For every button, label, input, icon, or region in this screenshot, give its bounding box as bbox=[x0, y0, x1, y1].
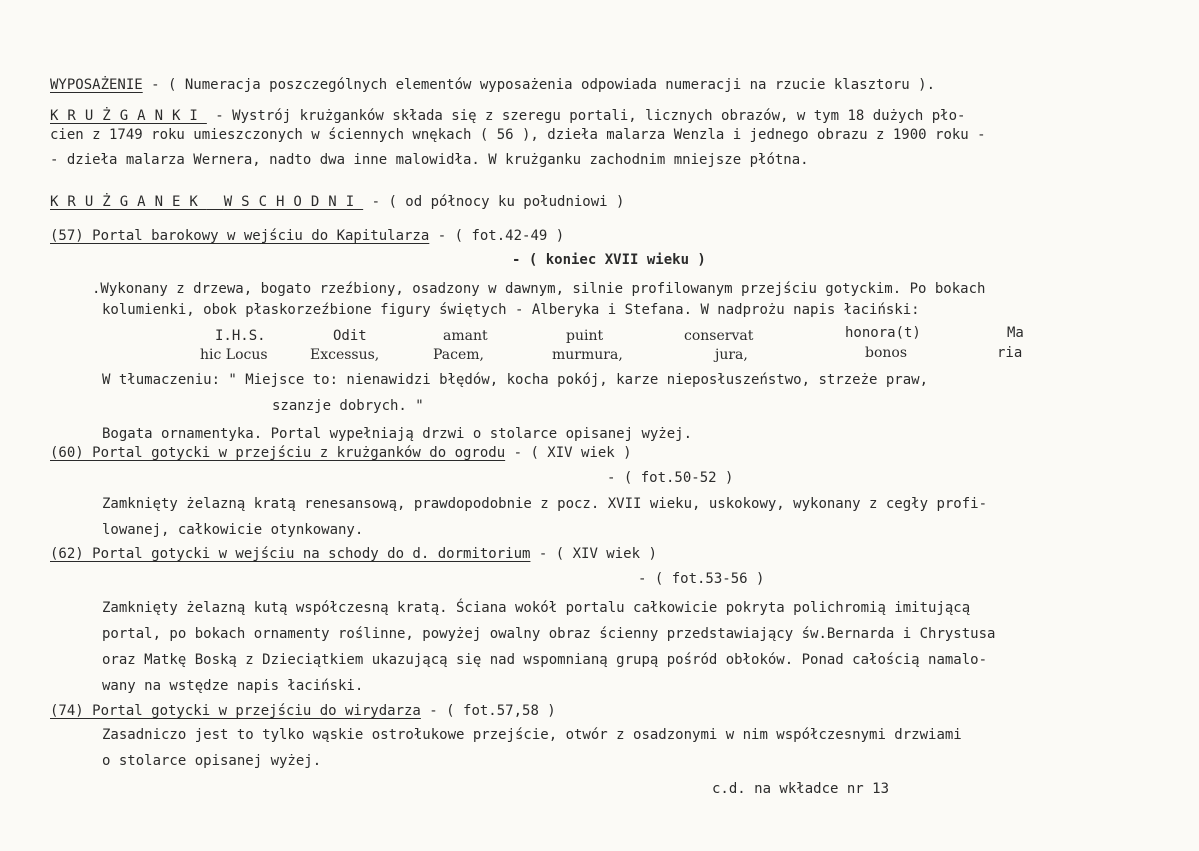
inscription-bottom-4: murmura, bbox=[552, 347, 623, 363]
item-60-ref2: - ( fot.50-52 ) bbox=[607, 470, 734, 486]
item-62-title-line bbox=[50, 546, 657, 562]
wyposazenie-text: - ( Numeracja poszczególnych elementów wyposażenia odpowiada numeracji na rzucie klasztoru ). bbox=[142, 77, 936, 93]
inscription-bottom-7: ria bbox=[997, 345, 1023, 361]
item-60-ref1: - ( XIV wiek ) bbox=[505, 445, 632, 461]
item-60-title: (60) Portal gotycki w przejściu z krużganków do ogrodu bbox=[50, 445, 506, 461]
wyposazenie-heading: WYPOSAŻENIE bbox=[50, 77, 143, 93]
item-74-title: (74) Portal gotycki w przejściu do wirydarza bbox=[50, 703, 421, 719]
item-60-body-2: lowanej, całkowicie otynkowany. bbox=[102, 522, 364, 538]
item-62-body-3: oraz Matkę Boską z Dzieciątkiem ukazującą się nad wspomnianą grupą pośród obłoków. Ponad całością namalo- bbox=[102, 652, 988, 668]
item-57-ref2: - ( koniec XVII wieku ) bbox=[512, 252, 706, 268]
inscription-top-6: honora(t) bbox=[845, 325, 921, 341]
section-heading-word-2: WSCHODNI bbox=[223, 194, 364, 210]
inscription-top-3: amant bbox=[443, 328, 488, 344]
item-57-body-1: .Wykonany z drzewa, bogato rzeźbiony, osadzony w dawnym, silnie profilowanym przejściu gotyckim. Po bokach bbox=[92, 281, 986, 297]
inscription-top-5: conservat bbox=[684, 328, 754, 344]
inscription-bottom-5: jura, bbox=[715, 347, 748, 363]
item-74-ref1: - ( fot.57,58 ) bbox=[420, 703, 556, 719]
item-62-body-4: wany na wstędze napis łaciński. bbox=[102, 678, 364, 694]
inscription-bottom-2: Excessus, bbox=[310, 347, 380, 363]
item-62-body-1: Zamknięty żelazną kutą współczesną kratą. Ściana wokół portalu całkowicie pokryta polichromią imitującą bbox=[102, 600, 971, 616]
item-60-body-1: Zamknięty żelazną kratą renesansową, prawdopodobnie z pocz. XVII wieku, uskokowy, wykonany z cegły profi- bbox=[102, 496, 988, 512]
kruzganki-line-3: - dzieła malarza Wernera, nadto dwa inne malowidła. W krużganku zachodnim mniejsze płótna. bbox=[50, 152, 809, 168]
inscription-top-4: puint bbox=[566, 328, 604, 344]
item-57-ref1: - ( fot.42-49 ) bbox=[429, 228, 565, 244]
inscription-top-7: Ma bbox=[1007, 325, 1024, 341]
kruzganki-heading: KRUŻGANKI bbox=[50, 108, 207, 124]
item-74-body-2: o stolarce opisanej wyżej. bbox=[102, 753, 322, 769]
item-62-title: (62) Portal gotycki w wejściu na schody do d. dormitorium bbox=[50, 546, 531, 562]
item-57-translation-2: szanzje dobrych. " bbox=[272, 398, 424, 414]
item-62-body-2: portal, po bokach ornamenty roślinne, powyżej owalny obraz ścienny przedstawiający św.Bernarda i Chrystusa bbox=[102, 626, 996, 642]
inscription-bottom-1: hic Locus bbox=[200, 347, 268, 363]
item-60-title-line bbox=[50, 445, 632, 461]
kruzganki-line-1 bbox=[50, 108, 965, 124]
item-62-ref2: - ( fot.53-56 ) bbox=[638, 571, 765, 587]
wyposazenie-line bbox=[50, 77, 935, 93]
kruzganki-text-1: - Wystrój krużganków składa się z szeregu portali, licznych obrazów, w tym 18 dużych pło- bbox=[206, 108, 966, 124]
item-57-title: (57) Portal barokowy w wejściu do Kapitularza bbox=[50, 228, 430, 244]
item-74-body-1: Zasadniczo jest to tylko wąskie ostrołukowe przejście, otwór z osadzonymi w nim współczesnymi drzwiami bbox=[102, 727, 962, 743]
inscription-top-2: Odit bbox=[333, 328, 367, 344]
kruzganki-line-2: cien z 1749 roku umieszczonych w ściennych wnękach ( 56 ), dzieła malarza Wenzla i jednego obrazu z 1900 roku - bbox=[50, 127, 986, 143]
inscription-bottom-3: Pacem, bbox=[433, 347, 484, 363]
item-57-title-line bbox=[50, 228, 564, 244]
continued-note: c.d. na wkładce nr 13 bbox=[712, 781, 890, 797]
item-57-translation-1: W tłumaczeniu: " Miejsce to: nienawidzi błędów, kocha pokój, karze nieposłuszeństwo, strzeże praw, bbox=[102, 372, 929, 388]
inscription-top-1: I.H.S. bbox=[215, 328, 266, 344]
section-heading-line bbox=[50, 194, 624, 210]
item-74-title-line bbox=[50, 703, 556, 719]
section-text: - ( od północy ku południowi ) bbox=[363, 194, 625, 210]
inscription-bottom-6: bonos bbox=[865, 345, 908, 361]
item-57-body-2: kolumienki, obok płaskorzeźbione figury świętych - Alberyka i Stefana. W nadprożu napis łaciński: bbox=[102, 302, 920, 318]
item-57-closing: Bogata ornamentyka. Portal wypełniają drzwi o stolarce opisanej wyżej. bbox=[102, 426, 693, 442]
section-heading-word-1: KRUŻGANEK bbox=[50, 194, 207, 210]
item-62-ref1: - ( XIV wiek ) bbox=[530, 546, 657, 562]
